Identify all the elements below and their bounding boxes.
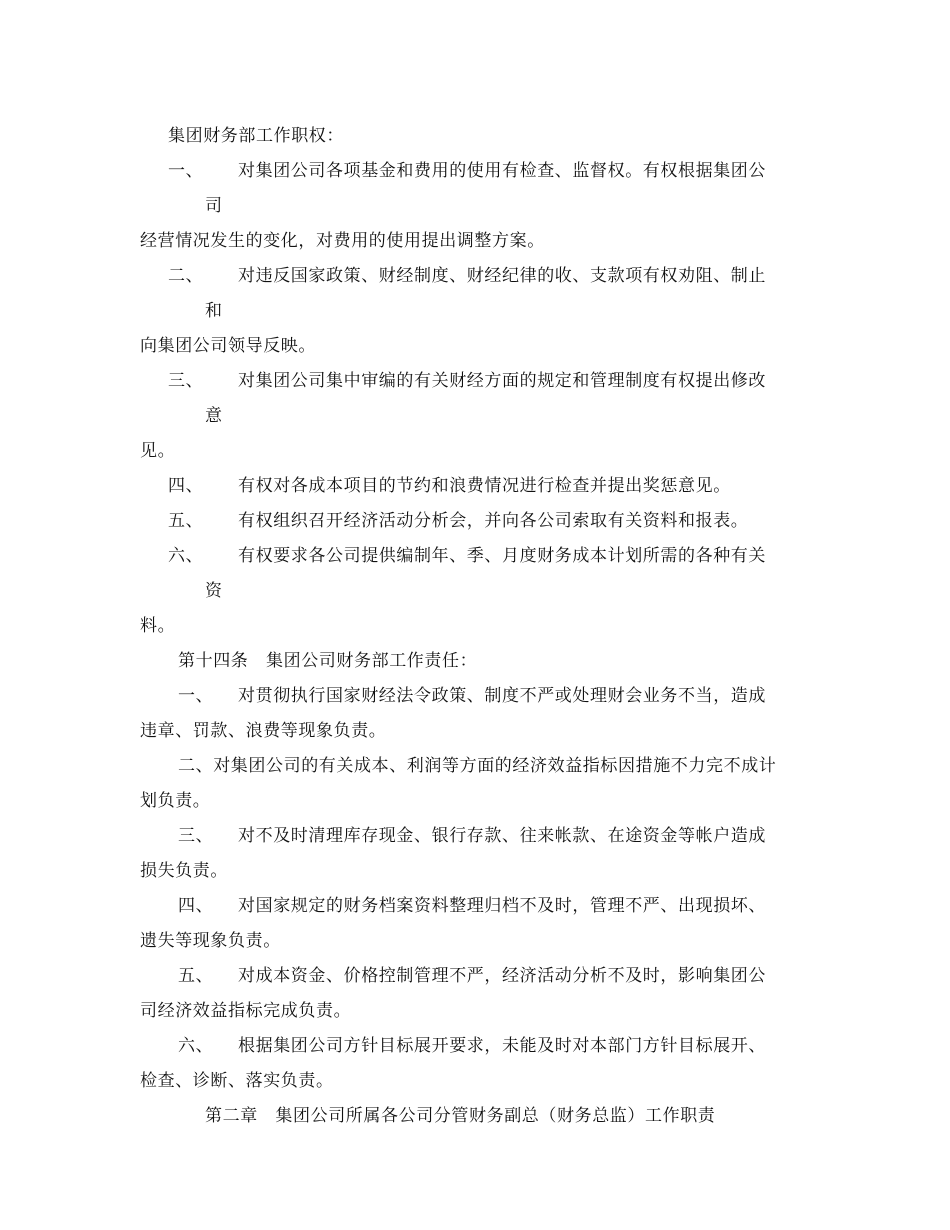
rights-heading: 集团财务部工作职权： — [168, 126, 344, 146]
rights-item-3-number: 三、 — [168, 371, 204, 391]
chapter-2-heading: 第二章 集团公司所属各公司分管财务副总（财务总监）工作职责 — [205, 1106, 716, 1126]
duty-item-3-text: 对不及时清理库存现金、银行存款、往来帐款、在途资金等帐户造成 — [238, 826, 766, 846]
rights-item-2-number: 二、 — [168, 266, 204, 286]
duty-item-6-text: 根据集团公司方针目标展开要求，未能及时对本部门方针目标展开、 — [238, 1036, 766, 1056]
rights-item-6-text: 有权要求各公司提供编制年、季、月度财务成本计划所需的各种有关 — [238, 546, 766, 566]
rights-item-4-text: 有权对各成本项目的节约和浪费情况进行检查并提出奖惩意见。 — [238, 476, 731, 496]
rights-item-4-number: 四、 — [168, 476, 204, 496]
duty-item-3-number: 三、 — [178, 826, 214, 846]
duty-item-4-text: 对国家规定的财务档案资料整理归档不及时，管理不严、出现损坏、 — [238, 896, 766, 916]
rights-item-1-wrap: 司 — [205, 196, 223, 216]
duty-item-3-continuation: 损失负责。 — [140, 861, 228, 881]
duty-item-2-text: 二、对集团公司的有关成本、利润等方面的经济效益指标因措施不力完不成计 — [178, 756, 777, 776]
article-14-heading: 第十四条 集团公司财务部工作责任： — [178, 651, 478, 671]
rights-item-6-number: 六、 — [168, 546, 204, 566]
duty-item-5-text: 对成本资金、价格控制管理不严，经济活动分析不及时，影响集团公 — [238, 966, 766, 986]
duty-item-1-continuation: 违章、罚款、浪费等现象负责。 — [140, 721, 387, 741]
duty-item-1-number: 一、 — [178, 686, 214, 706]
rights-item-1-number: 一、 — [168, 161, 204, 181]
duty-item-5-continuation: 司经济效益指标完成负责。 — [140, 1001, 352, 1021]
rights-item-1-continuation: 经营情况发生的变化，对费用的使用提出调整方案。 — [140, 231, 545, 251]
rights-item-3-text: 对集团公司集中审编的有关财经方面的规定和管理制度有权提出修改 — [238, 371, 766, 391]
rights-item-3-continuation: 见。 — [140, 441, 176, 461]
rights-item-2-text: 对违反国家政策、财经制度、财经纪律的收、支款项有权劝阻、制止 — [238, 266, 766, 286]
rights-item-3-wrap: 意 — [205, 406, 223, 426]
rights-item-6-continuation: 料。 — [140, 616, 176, 636]
duty-item-5-number: 五、 — [178, 966, 214, 986]
duty-item-4-number: 四、 — [178, 896, 214, 916]
rights-item-5-number: 五、 — [168, 511, 204, 531]
duty-item-6-continuation: 检查、诊断、落实负责。 — [140, 1071, 334, 1091]
rights-item-2-continuation: 向集团公司领导反映。 — [140, 336, 316, 356]
duty-item-1-text: 对贯彻执行国家财经法令政策、制度不严或处理财会业务不当，造成 — [238, 686, 766, 706]
duty-item-6-number: 六、 — [178, 1036, 214, 1056]
rights-item-2-wrap: 和 — [205, 301, 223, 321]
rights-item-1-text: 对集团公司各项基金和费用的使用有检查、监督权。有权根据集团公 — [238, 161, 766, 181]
rights-item-5-text: 有权组织召开经济活动分析会，并向各公司索取有关资料和报表。 — [238, 511, 749, 531]
duty-item-4-continuation: 遗失等现象负责。 — [140, 931, 281, 951]
rights-item-6-wrap: 资 — [205, 581, 223, 601]
duty-item-2-continuation: 划负责。 — [140, 791, 211, 811]
